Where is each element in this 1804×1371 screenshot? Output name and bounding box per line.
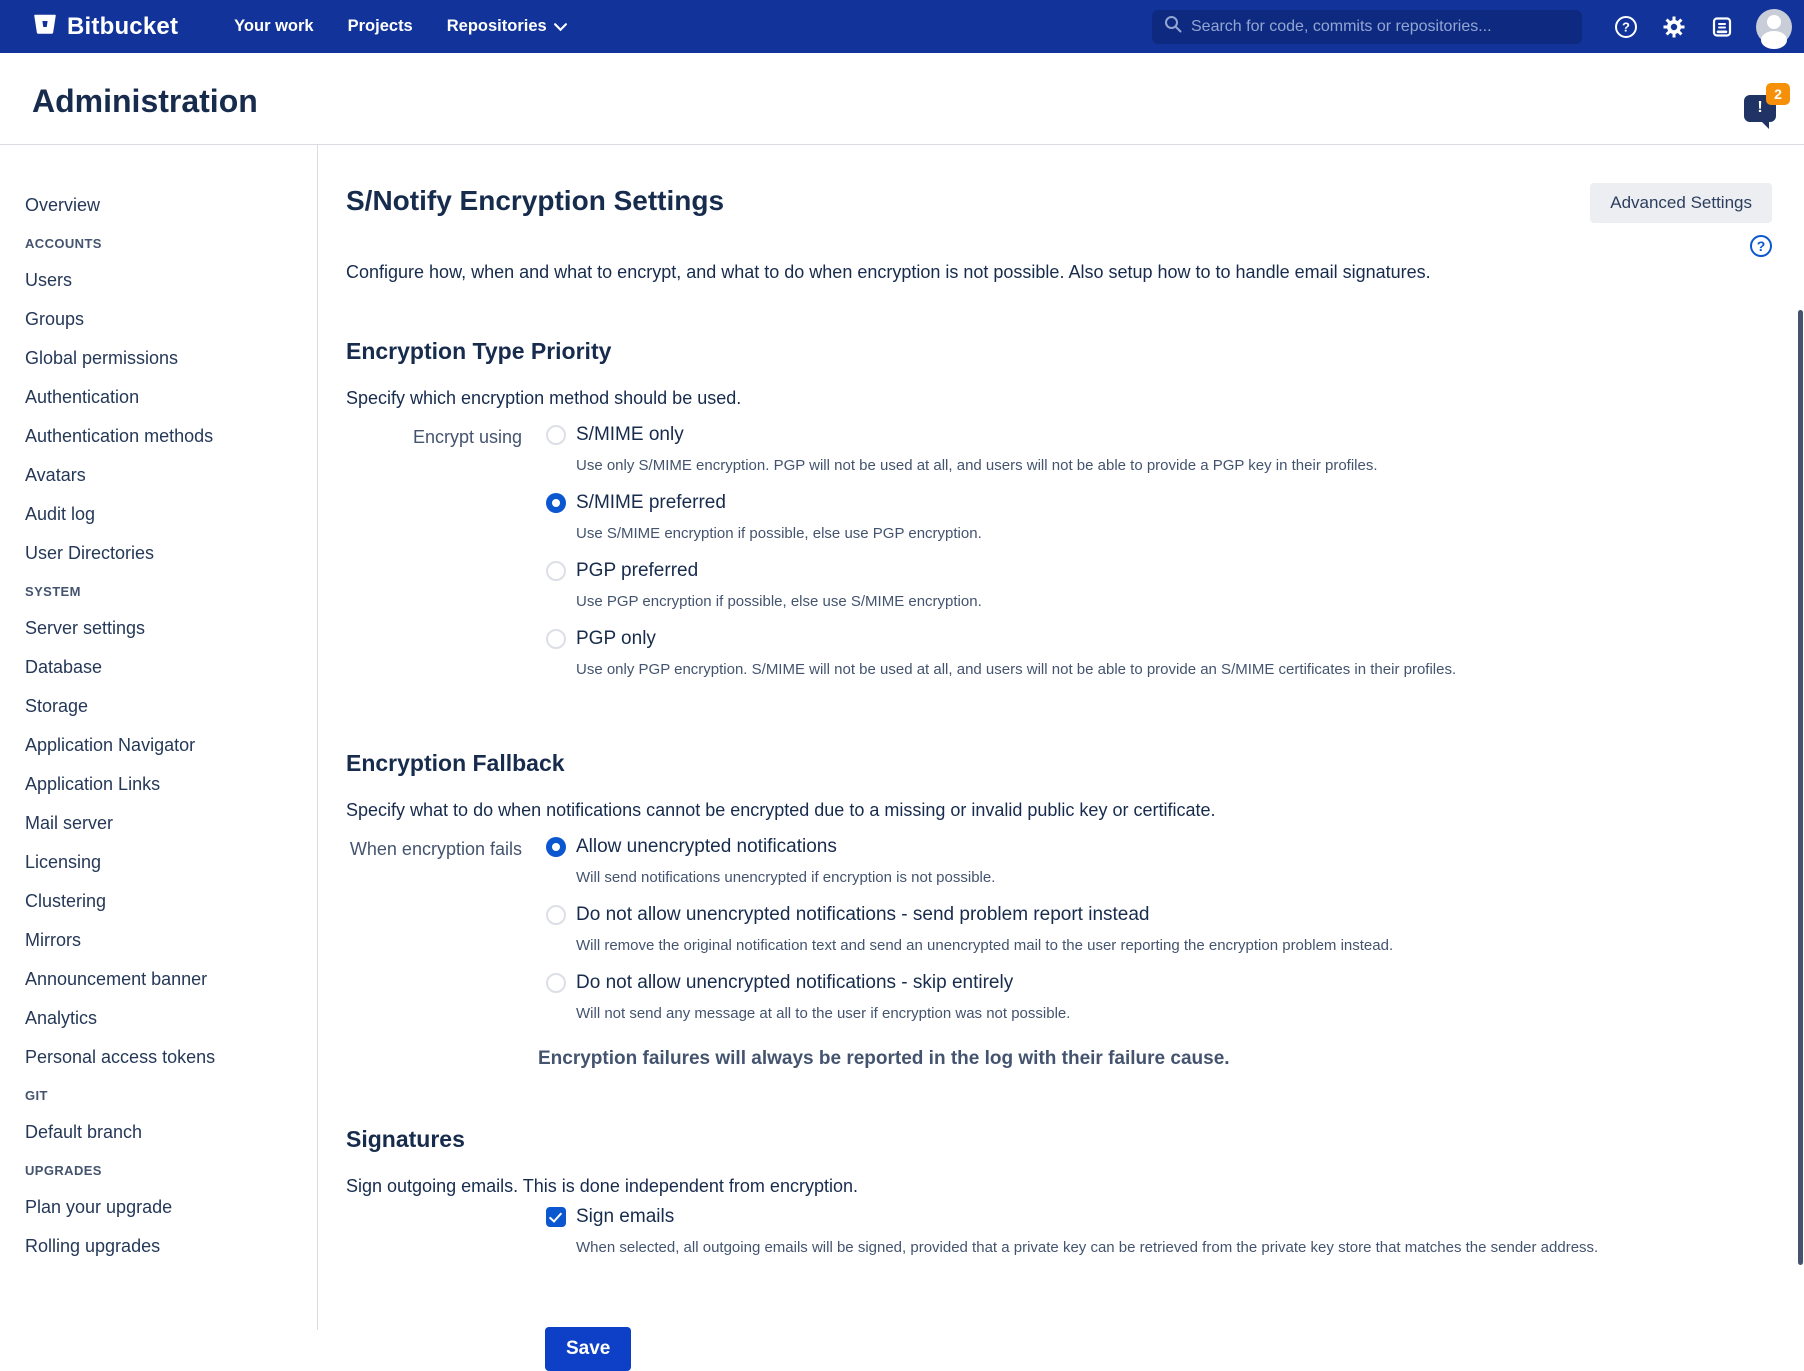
option-pgp-only (546, 627, 1772, 680)
page-scrollbar[interactable] (1798, 310, 1803, 1265)
signatures-empty-label (346, 1205, 522, 1273)
notification-bubble-icon[interactable] (1744, 86, 1782, 122)
sidebar-item-announcement-banner[interactable]: Announcement banner (25, 969, 208, 989)
signatures-group (346, 1205, 1772, 1273)
settings-title: S/Notify Encryption Settings (346, 185, 725, 216)
sidebar-item-application-links[interactable]: Application Links (25, 774, 161, 794)
radio-skip-entirely[interactable] (546, 973, 566, 993)
notification-exclamation: ! (1757, 99, 1763, 116)
radio-desc: Use only S/MIME encryption. PGP will not be used at all, and users will not be able to provide a PGP key in their profiles. (576, 457, 1378, 474)
radio-pgp-preferred-row[interactable] (546, 559, 1772, 583)
fallback-field-label: When encryption fails (349, 839, 522, 859)
notification-count-badge: 2 (1766, 83, 1790, 105)
radio-desc: Will remove the original notification text and send an unencrypted mail to the user reporting the encryption problem instead. (576, 937, 1394, 954)
checkbox-sign-emails[interactable] (546, 1207, 566, 1227)
sidebar-group-upgrades (25, 1163, 307, 1257)
sidebar-item-user-directories[interactable]: User Directories (25, 543, 155, 563)
checkbox-desc: When selected, all outgoing emails will be signed, provided that a private key can be retrieved from the private key store that matches the sender address. (576, 1239, 1599, 1256)
sidebar-item-avatars[interactable]: Avatars (25, 465, 86, 485)
bitbucket-logo[interactable] (32, 11, 178, 42)
radio-pgp-only-row[interactable] (546, 627, 1772, 651)
sidebar-group-system (25, 584, 307, 1068)
radio-pgp-preferred[interactable] (546, 561, 566, 581)
option-pgp-preferred (546, 559, 1772, 612)
chevron-down-icon (554, 17, 567, 36)
sidebar-item-analytics[interactable]: Analytics (25, 1008, 98, 1028)
radio-smime-preferred[interactable] (546, 493, 566, 513)
sidebar-item-storage[interactable]: Storage (25, 696, 89, 716)
search-input[interactable] (1191, 18, 1570, 36)
nav-projects[interactable]: Projects (347, 17, 413, 35)
radio-label: PGP preferred (576, 560, 699, 581)
radio-desc: Use only PGP encryption. S/MIME will not be used at all, and users will not be able to provide an S/MIME certificates in their profiles. (576, 661, 1457, 678)
sidebar-item-users[interactable]: Users (25, 270, 73, 290)
sidebar-item-personal-access-tokens[interactable]: Personal access tokens (25, 1047, 216, 1067)
page-header (0, 53, 1804, 145)
radio-label: PGP only (576, 628, 656, 649)
radio-allow-unencrypted-row[interactable] (546, 835, 1772, 859)
brand-name: Bitbucket (67, 12, 179, 40)
user-avatar[interactable] (1756, 9, 1792, 45)
radio-smime-preferred-row[interactable] (546, 491, 1772, 515)
priority-field-label: Encrypt using (412, 427, 522, 447)
gear-icon[interactable] (1662, 15, 1686, 39)
sidebar-header-upgrades: UPGRADES (25, 1163, 102, 1178)
sidebar-item-rolling-upgrades[interactable]: Rolling upgrades (25, 1236, 161, 1256)
top-navbar (0, 0, 1804, 53)
advanced-settings-button[interactable]: Advanced Settings (1590, 183, 1772, 223)
radio-desc: Will not send any message at all to the user if encryption was not possible. (576, 1005, 1071, 1022)
radio-problem-report[interactable] (546, 905, 566, 925)
sidebar-group-git (25, 1088, 307, 1143)
sidebar-item-clustering[interactable]: Clustering (25, 891, 107, 911)
fallback-heading: Encryption Fallback (346, 750, 565, 776)
radio-label: Do not allow unencrypted notifications - send problem report instead (576, 904, 1150, 925)
help-icon[interactable] (1614, 15, 1638, 39)
sidebar-item-licensing[interactable]: Licensing (25, 852, 102, 872)
option-smime-preferred (546, 491, 1772, 544)
sidebar-group-accounts (25, 236, 307, 564)
radio-smime-only-row[interactable] (546, 423, 1772, 447)
global-search[interactable] (1152, 10, 1582, 44)
sidebar-item-audit-log[interactable]: Audit log (25, 504, 96, 524)
option-smime-only (546, 423, 1772, 476)
option-allow-unencrypted (546, 835, 1772, 888)
signatures-heading: Signatures (346, 1126, 465, 1152)
radio-desc: Will send notifications unencrypted if encryption is not possible. (576, 869, 996, 886)
sidebar-item-plan-your-upgrade[interactable]: Plan your upgrade (25, 1197, 173, 1217)
radio-problem-report-row[interactable] (546, 903, 1772, 927)
admin-sidebar (0, 145, 318, 1330)
context-help-icon[interactable]: ? (1750, 235, 1772, 257)
settings-main (318, 145, 1804, 1359)
sidebar-item-mail-server[interactable]: Mail server (25, 813, 114, 833)
nav-your-work[interactable]: Your work (234, 17, 314, 35)
fallback-group (346, 835, 1772, 1039)
nav-repositories-label: Repositories (446, 17, 547, 35)
sidebar-item-application-navigator[interactable]: Application Navigator (25, 735, 196, 755)
radio-label: Allow unencrypted notifications (576, 836, 837, 857)
sidebar-item-authentication[interactable]: Authentication (25, 387, 140, 407)
option-skip-entirely (546, 971, 1772, 1024)
fallback-note: Encryption failures will always be reported in the log with their failure cause. (538, 1048, 1230, 1069)
sidebar-item-server-settings[interactable]: Server settings (25, 618, 146, 638)
svg-text:?: ? (1622, 19, 1630, 34)
sidebar-item-global-permissions[interactable]: Global permissions (25, 348, 179, 368)
priority-heading: Encryption Type Priority (346, 338, 612, 364)
radio-label: S/MIME preferred (576, 492, 726, 513)
option-problem-report (546, 903, 1772, 956)
priority-group (346, 423, 1772, 695)
changelog-panel-icon[interactable] (1710, 15, 1734, 39)
settings-intro: Configure how, when and what to encrypt, and what to do when encryption is not possible. Also setup how to to handle email signatures. (346, 262, 1431, 282)
fallback-sub: Specify what to do when notifications cannot be encrypted due to a missing or invalid public key or certificate. (346, 800, 1216, 820)
checkbox-label: Sign emails (576, 1206, 675, 1227)
sidebar-item-overview[interactable]: Overview (25, 195, 101, 215)
radio-desc: Use S/MIME encryption if possible, else use PGP encryption. (576, 525, 982, 542)
search-icon (1164, 15, 1182, 38)
checkbox-sign-emails-row[interactable] (546, 1205, 1772, 1229)
radio-allow-unencrypted[interactable] (546, 837, 566, 857)
radio-pgp-only[interactable] (546, 629, 566, 649)
priority-sub: Specify which encryption method should be used. (346, 388, 742, 408)
radio-label: S/MIME only (576, 424, 684, 445)
save-button[interactable]: Save (545, 1327, 631, 1371)
sidebar-header-system: SYSTEM (25, 584, 81, 599)
sidebar-item-authentication-methods[interactable]: Authentication methods (25, 426, 214, 446)
sidebar-item-default-branch[interactable]: Default branch (25, 1122, 143, 1142)
sidebar-header-git: GIT (25, 1088, 48, 1103)
page-title: Administration (32, 83, 258, 119)
sidebar-item-groups[interactable]: Groups (25, 309, 85, 329)
option-sign-emails (546, 1205, 1772, 1258)
radio-desc: Use PGP encryption if possible, else use S/MIME encryption. (576, 593, 982, 610)
radio-smime-only[interactable] (546, 425, 566, 445)
signatures-sub: Sign outgoing emails. This is done independent from encryption. (346, 1176, 858, 1196)
radio-skip-entirely-row[interactable] (546, 971, 1772, 995)
sidebar-item-database[interactable]: Database (25, 657, 103, 677)
nav-repositories[interactable] (447, 17, 567, 36)
sidebar-item-mirrors[interactable]: Mirrors (25, 930, 81, 950)
sidebar-header-accounts: ACCOUNTS (25, 236, 102, 251)
radio-label: Do not allow unencrypted notifications - skip entirely (576, 972, 1014, 993)
bitbucket-bucket-icon (32, 11, 58, 42)
